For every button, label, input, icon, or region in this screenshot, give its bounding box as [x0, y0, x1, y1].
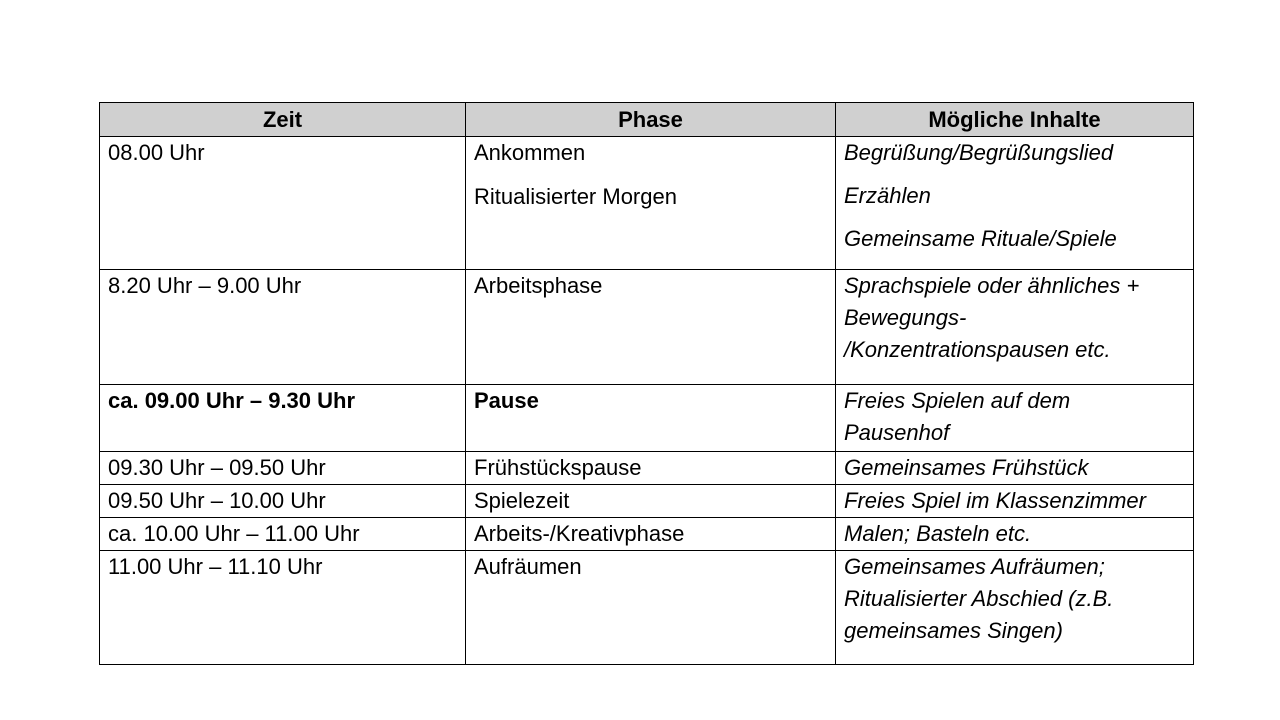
phase-text: Pause — [474, 388, 539, 413]
zeit-text: ca. 10.00 Uhr – 11.00 Uhr — [108, 521, 360, 546]
table-row — [100, 270, 1194, 385]
table-row — [100, 551, 1194, 665]
phase-text: Spielezeit — [474, 488, 570, 513]
zeit-text: 09.50 Uhr – 10.00 Uhr — [108, 488, 326, 513]
inhalte-text: gemeinsames Singen) — [844, 618, 1063, 643]
table-row — [100, 485, 1194, 518]
inhalte-text: Pausenhof — [844, 420, 950, 445]
phase-cell — [466, 137, 836, 270]
inhalte-text: Gemeinsames Frühstück — [844, 455, 1089, 480]
inhalte-text: Malen; Basteln etc. — [844, 521, 1032, 546]
phase-cell — [466, 518, 836, 551]
zeit-cell — [100, 137, 466, 270]
inhalte-text: Freies Spiel im Klassenzimmer — [844, 488, 1146, 513]
zeit-cell — [100, 452, 466, 485]
phase-cell — [466, 452, 836, 485]
zeit-cell — [100, 385, 466, 452]
zeit-text: 08.00 Uhr — [108, 140, 205, 165]
table-row — [100, 452, 1194, 485]
inhalte-text: Bewegungs- — [844, 305, 967, 330]
inhalte-text: /Konzentrationspausen etc. — [844, 337, 1111, 362]
zeit-text: 11.00 Uhr – 11.10 Uhr — [108, 554, 323, 579]
inhalte-cell — [836, 137, 1194, 270]
inhalte-text: Ritualisierter Abschied (z.B. — [844, 586, 1114, 611]
inhalte-cell — [836, 452, 1194, 485]
inhalte-text: Begrüßung/Begrüßungslied — [844, 140, 1114, 165]
zeit-text: ca. 09.00 Uhr – 9.30 Uhr — [108, 388, 356, 413]
phase-text: Ritualisierter Morgen — [474, 184, 677, 209]
inhalte-cell — [836, 518, 1194, 551]
inhalte-cell — [836, 485, 1194, 518]
phase-cell — [466, 270, 836, 385]
phase-text: Frühstückspause — [474, 455, 642, 480]
inhalte-text: Freies Spielen auf dem — [844, 388, 1071, 413]
header-phase: Phase — [466, 103, 836, 137]
table-row — [100, 518, 1194, 551]
zeit-cell — [100, 270, 466, 385]
zeit-text: 8.20 Uhr – 9.00 Uhr — [108, 273, 302, 298]
inhalte-text: Gemeinsame Rituale/Spiele — [844, 226, 1117, 251]
phase-cell — [466, 485, 836, 518]
inhalte-text: Sprachspiele oder ähnliches + — [844, 273, 1140, 298]
phase-text: Arbeitsphase — [474, 273, 603, 298]
phase-cell — [466, 385, 836, 452]
header-zeit: Zeit — [100, 103, 466, 137]
phase-text: Aufräumen — [474, 554, 582, 579]
inhalte-cell — [836, 270, 1194, 385]
inhalte-cell — [836, 551, 1194, 665]
table-row — [100, 137, 1194, 270]
zeit-cell — [100, 518, 466, 551]
inhalte-text: Gemeinsames Aufräumen; — [844, 554, 1105, 579]
header-row — [100, 103, 1194, 137]
phase-text: Ankommen — [474, 140, 586, 165]
phase-text: Arbeits-/Kreativphase — [474, 521, 685, 546]
inhalte-text: Erzählen — [844, 183, 931, 208]
zeit-cell — [100, 485, 466, 518]
inhalte-cell — [836, 385, 1194, 452]
header-inhalte: Mögliche Inhalte — [836, 103, 1194, 137]
phase-cell — [466, 551, 836, 665]
zeit-text: 09.30 Uhr – 09.50 Uhr — [108, 455, 326, 480]
schedule-table — [99, 102, 1194, 665]
zeit-cell — [100, 551, 466, 665]
table-row — [100, 385, 1194, 452]
